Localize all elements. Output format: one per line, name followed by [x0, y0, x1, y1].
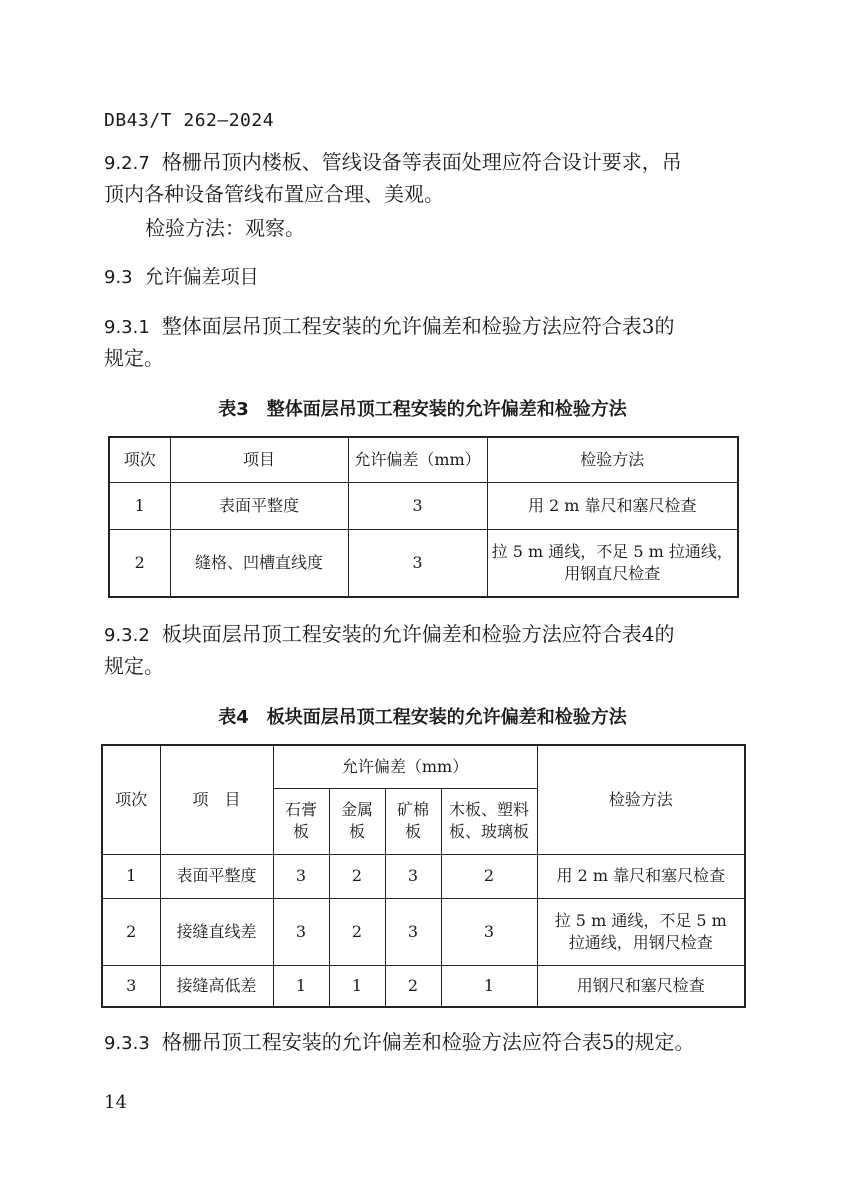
method-cell: [537, 854, 745, 898]
method-cell: [487, 482, 738, 529]
tolerance-cell: 3: [273, 854, 329, 898]
subheader-line: 板: [348, 822, 365, 841]
header-cell: 允许偏差（mm）: [273, 745, 537, 788]
method-cell: [537, 898, 745, 965]
item-cell: 表面平整度: [160, 854, 273, 898]
table-header-row: [102, 745, 745, 788]
method-cell: [537, 965, 745, 1007]
subheader-cell: [273, 788, 329, 854]
tolerance-cell: 1: [273, 965, 329, 1007]
clause-text: 整体面层吊顶工程安装的允许偏差和检验方法应符合表3的: [161, 314, 675, 338]
tolerance-cell: 1: [329, 965, 385, 1007]
header-cell: 检验方法: [537, 745, 745, 854]
item-cell: 接缝高低差: [160, 965, 273, 1007]
method-line: 用钢尺和塞尺检查: [576, 975, 705, 995]
subheader-cell: [329, 788, 385, 854]
table-row: [109, 529, 738, 597]
table-header-row: [109, 437, 738, 482]
clause-9-3-2-line2: 规定。: [104, 654, 164, 678]
row-number: 2: [102, 898, 160, 965]
table-row: [102, 898, 745, 965]
subheader-line: 板、玻璃板: [449, 822, 530, 841]
method-line: 用 2 m 靠尺和塞尺检查: [527, 495, 697, 515]
tolerance-cell: 3: [273, 898, 329, 965]
clause-text: 格栅吊顶内楼板、管线设备等表面处理应符合设计要求，吊: [161, 150, 682, 174]
section-title: 允许偏差项目: [144, 266, 259, 288]
method-line: 用 2 m 靠尺和塞尺检查: [556, 866, 726, 885]
tolerance-cell: 3: [385, 854, 441, 898]
clause-9-2-7-line2: 顶内各种设备管线布置应合理、美观。: [104, 182, 444, 206]
tolerance-cell: 2: [329, 854, 385, 898]
clause-number: 9.3.2: [104, 625, 150, 646]
header-cell: 项次: [109, 437, 170, 482]
tolerance-cell: 2: [441, 854, 537, 898]
section-number: 9.3: [104, 267, 133, 288]
table-row: [102, 854, 745, 898]
tolerance-cell: 3: [348, 529, 487, 597]
subheader-cell: [385, 788, 441, 854]
section-heading-9-3: [104, 262, 259, 289]
header-cell: 检验方法: [487, 437, 738, 482]
tolerance-cell: 3: [441, 898, 537, 965]
subheader-line: 板: [404, 822, 421, 841]
row-number: 3: [102, 965, 160, 1007]
table3-caption: 表3 整体面层吊顶工程安装的允许偏差和检验方法: [218, 399, 627, 420]
clause-9-3-3-line1: [104, 1026, 695, 1060]
method-line: 拉通线，用钢尺检查: [568, 932, 713, 952]
clause-9-3-1-line1: [104, 310, 675, 344]
method-line: 拉 5 m 通线，不足 5 m 拉通线，: [491, 541, 733, 561]
tolerance-cell: 2: [385, 965, 441, 1007]
row-number: 1: [102, 854, 160, 898]
row-number: 1: [109, 482, 170, 529]
subheader-line: 石膏: [284, 800, 317, 819]
table-row: [102, 965, 745, 1007]
subheader-line: 板: [292, 822, 309, 841]
subheader-line: 矿棉: [396, 800, 429, 819]
clause-9-2-7-line1: [104, 146, 682, 180]
table3: [108, 436, 739, 598]
header-cell: 项目: [170, 437, 348, 482]
tolerance-cell: 2: [329, 898, 385, 965]
header-cell: 项次: [102, 745, 160, 854]
subheader-cell: [441, 788, 537, 854]
document-code: DB43/T 262—2024: [104, 110, 275, 131]
page-number: 14: [104, 1092, 127, 1113]
clause-text: 板块面层吊顶工程安装的允许偏差和检验方法应符合表4的: [161, 622, 675, 646]
table4-caption: 表4 板块面层吊顶工程安装的允许偏差和检验方法: [218, 707, 627, 728]
method-cell: [487, 529, 738, 597]
method-line: 用钢直尺检查: [564, 563, 661, 583]
item-cell: 表面平整度: [170, 482, 348, 529]
header-cell: 允许偏差（mm）: [348, 437, 487, 482]
header-cell: 项 目: [160, 745, 273, 854]
clause-9-3-1-line2: 规定。: [104, 346, 164, 370]
method-line: 拉 5 m 通线，不足 5 m: [554, 910, 727, 930]
clause-number: 9.3.3: [104, 1033, 150, 1054]
tolerance-cell: 1: [441, 965, 537, 1007]
subheader-line: 金属: [340, 800, 373, 819]
table-row: [109, 482, 738, 529]
row-number: 2: [109, 529, 170, 597]
clause-number: 9.3.1: [104, 317, 150, 338]
clause-text: 格栅吊顶工程安装的允许偏差和检验方法应符合表5的规定。: [161, 1030, 695, 1054]
item-cell: 缝格、凹槽直线度: [170, 529, 348, 597]
tolerance-cell: 3: [348, 482, 487, 529]
clause-9-3-2-line1: [104, 618, 675, 652]
table4: [101, 744, 746, 1008]
tolerance-cell: 3: [385, 898, 441, 965]
subheader-line: 木板、塑料: [449, 800, 530, 819]
clause-number: 9.2.7: [104, 153, 150, 174]
inspection-method-text: 检验方法：观察。: [145, 216, 305, 240]
item-cell: 接缝直线差: [160, 898, 273, 965]
